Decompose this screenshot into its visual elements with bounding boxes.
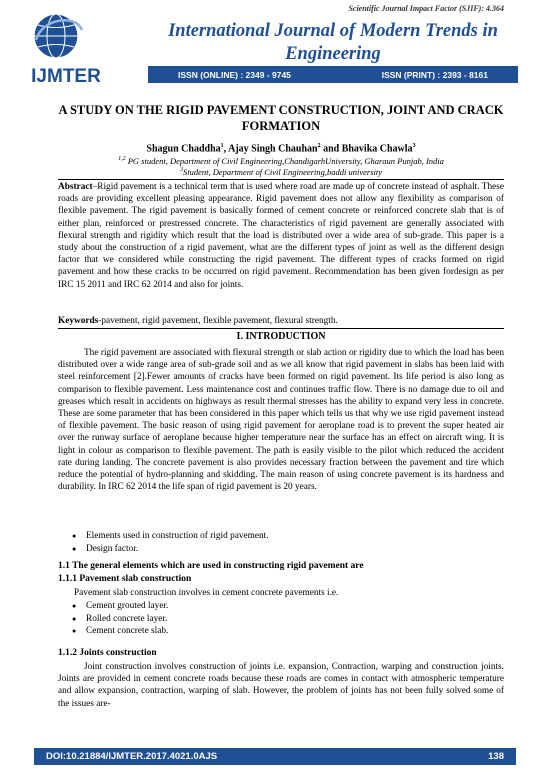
journal-logo [8,10,128,86]
section-heading-1-1: 1.1 The general elements which are used in constructing rigid pavement are [58,561,364,571]
slab-bullet-list [72,600,492,638]
keywords [58,315,504,327]
list-item: ● Design factor. [72,543,492,556]
affiliation-2: $^3$Student, Department of Civil Engineering,baddi university [179,167,382,177]
list-item: ● Cement concrete slab. [72,625,492,638]
issn-bar [148,66,518,83]
list-item: ● Cement grouted layer. [72,600,492,613]
section-1-1-1-text: Pavement slab construction involves in cement concrete pavements i.e. [74,588,339,598]
abstract-label: Abstract [58,182,93,192]
section-1-1-2-text: Joint construction involves construction of joints i.e. expansion, Contraction, warping and construction joints. Joints are provided in cement concrete roads because these roads are comes in contact with atmospheric temperature and allow expansion, contraction, warping of slab. However, the problem of joints has not been fully solved some of the issues are- [58,662,504,709]
globe-logo-icon [8,10,128,86]
intro-bullet-list [72,530,492,555]
keywords-text: -pavement, rigid pavement, flexible pavement, flexural strength. [98,316,338,326]
section-heading-1-1-1: 1.1.1 Pavement slab construction [58,574,192,584]
paper-title: A STUDY ON THE RIGID PAVEMENT CONSTRUCTION, JOINT AND CRACK FORMATION [58,103,504,133]
footer-bar [34,748,516,765]
logo-text: IJMTER [31,66,101,86]
list-item: ● Rolled concrete layer. [72,613,492,626]
page-number: 138 [488,751,504,762]
author-1: Shagun Chaddha [146,143,221,155]
abstract [58,181,504,291]
author-list: Shagun Chaddha$^1$, Ajay Singh Chauhan$^2$ and Bhavika Chawla$^3$ [146,143,416,155]
list-item: ● Elements used in construction of rigid pavement. [72,530,492,543]
impact-factor: Scientific Journal Impact Factor (SJIF): 4.364 [348,4,504,13]
issn-online: ISSN (ONLINE) : 2349 - 9745 [178,69,291,80]
journal-title-line1: International Journal of Modern Trends in Engineering [168,21,498,64]
introduction-paragraph: The rigid pavement are associated with flexural strength or slab action or rigidity due to which the load has been distributed over a wide range area of sub-grade soil and as we all know that rigid pavement in slabs has been laid with steel reinforcement [2].Fewer amounts of cracks have been formed on rigid pavement. Its life period is also long as comparison to flexible pavement. Less maintenance cost and continues traffic flow. There is no damage due to oil and greases which result in accidents on highways as result thermal stresses has the ability to expand very less in concrete. These are some parameter that has been considered in this paper which tells us that why we use rigid pavement instead of flexible pavement. The basic reason of using rigid pavement for aeroplane road is to prevent the super heated air over the runway surface of aeroplane because higher temperature near the surface has an effect on aircraft wing. It is light in colour as comparison to flexible pavement. The path is easily visible to the pilot which reduced the accident rate during landing. The concrete pavement is also provides necessary fraction between the pavement and tire which reduce the potential of hydro-planning and skidding. The main reason of using concrete pavement is its hardness and durability. In IRC 62 2014 the life span of rigid pavement is 20 years. [58,348,504,493]
section-heading-introduction: I. INTRODUCTION [236,331,326,342]
divider-bottom [58,328,504,329]
author-3: Bhavika Chawla [341,143,413,155]
doi-link[interactable]: DOI:10.21884/IJMTER.2017.4021.0AJS [46,751,218,762]
divider-top [58,179,504,180]
affiliation-1: $^{1,2}$ PG student, Department of Civil Engineering,ChandigarhUniversity, Gharaun Punjab, India [118,156,444,166]
keywords-label: Keywords [58,316,99,326]
issn-print: ISSN (PRINT) : 2393 - 8161 [381,69,488,80]
section-heading-1-1-2: 1.1.2 Joints construction [58,648,157,658]
author-2: Ajay Singh Chauhan [228,143,318,155]
abstract-text: –Rigid pavement is a technical term that is used where road are made up of concrete instead of asphalt. These roads are providing excellent pleasing appearance. Rigid pavement does not allow any flexibility as comparison of flexible pavement. The rigid pavement is basically formed of cement concrete or reinforced concrete slab that is of either plan, reinforced or prestressed concrete. The characteristics of rigid pavement are generally associated with flexural strength and rigidity which result that the load is distributed over a wide area of sub-grade. This paper is a study about the construction of a rigid pavement, what are the different types of joint as well as the different design factor that we considered while constructing the rigid pavement. The different types of cracks formed on rigid pavement and how these cracks to be occurred on rigid pavement. Recommendation has been given fordesign as per IRC 15 2011 and IRC 62 2014 and also for joints. [58,182,504,290]
